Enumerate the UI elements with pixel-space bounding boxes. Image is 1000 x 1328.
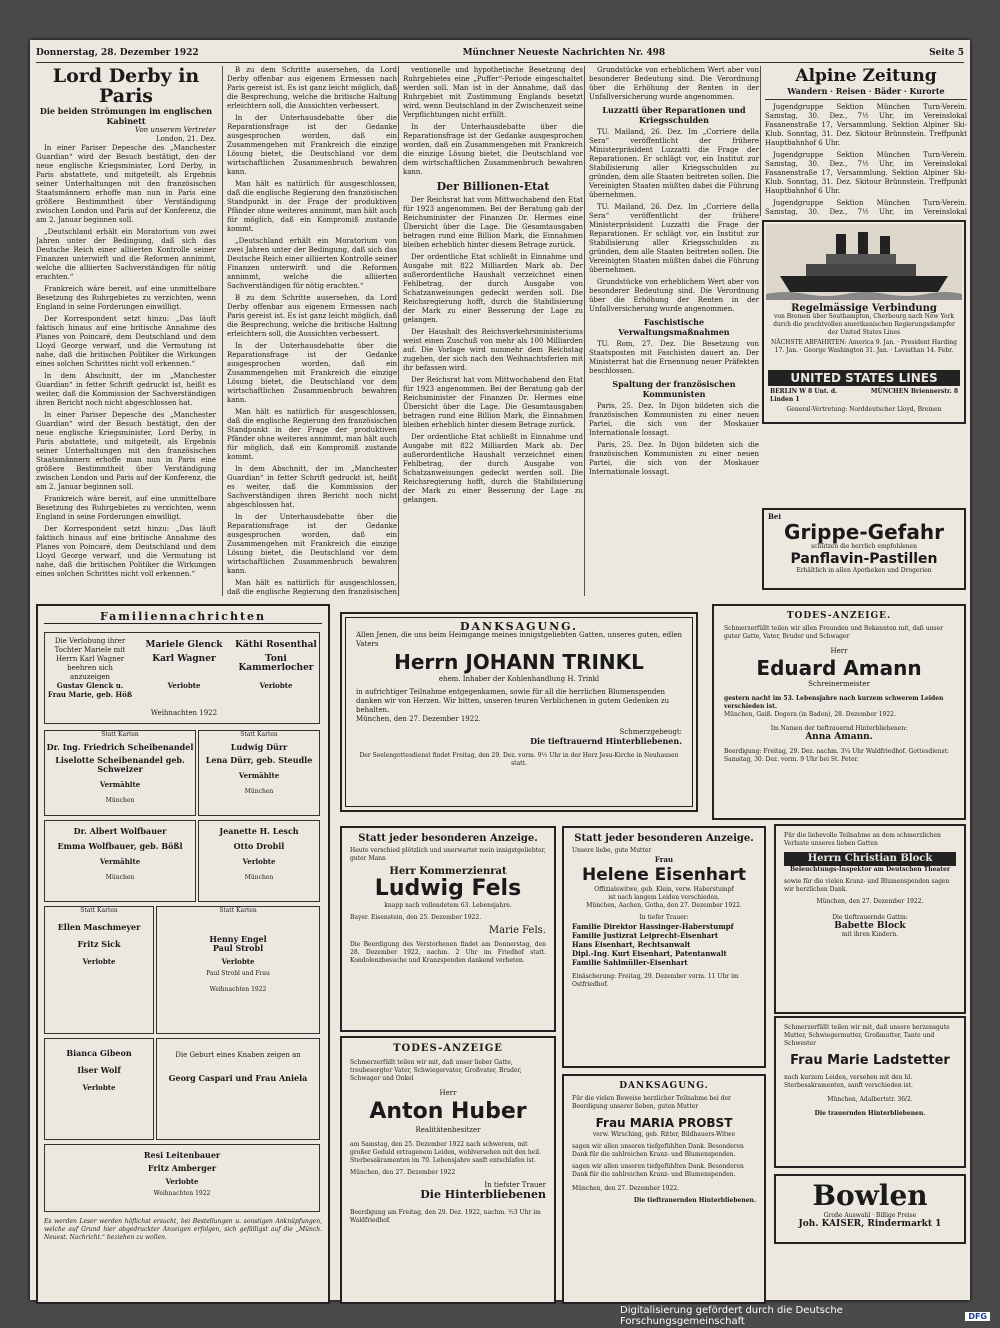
paragraph: Frankreich wäre bereit, auf eine unmittelbare Besetzung des Ruhrgebietes zu verzichten, wenn England in seine Forderungen einwilligt. (36, 285, 216, 311)
article-derby-cont (222, 66, 397, 596)
notice-footer: Beerdigung: Freitag, 29. Dez. nachm. 3¼ Uhr Waldfriedhof. Gottesdienst: Samstag, 30. Dez. vorm. 9 Uhr bei St. Peter. (724, 748, 950, 763)
article-subtitle: Die beiden Strömungen im englischen Kabinett (39, 106, 213, 126)
grippe-ad (762, 508, 966, 590)
notice-sig: Die tieftrauernden Hinterbliebenen. (633, 1197, 756, 1204)
notice-trinkl (340, 612, 698, 812)
section-title: Luzzatti über Reparationen und Kriegsschulden (602, 105, 746, 125)
notice-name: Liselotte Scheibenandel geb. Schweizer (55, 755, 185, 774)
notice-name: Ludwig Fels (374, 876, 522, 901)
header-paper: Münchner Neueste Nachrichten Nr. 498 (462, 48, 666, 58)
paragraph: Man hält es natürlich für ausgeschlossen, daß die englische Regierung den französischen Standpunkt in der Frage der produktiven Pfänder ohne weiteres annimmt, man hält auch für möglich, daß ein Kompromiß zustande kommt. (227, 180, 397, 233)
notice-role: Schreinermeister (808, 680, 870, 688)
alpine-subtitle: Wandern · Reisen · Bäder · Kurorte (787, 86, 945, 96)
notice-date: München, den 27. Dezember 1922. (572, 1185, 680, 1192)
notice-wolfbauer (44, 820, 196, 902)
notice-name: Ellen Maschmeyer (57, 922, 141, 932)
notice-huber (340, 1036, 556, 1304)
notice-role: verw. Wirsching, geb. Ritter, Bildhauers-Witwe (592, 1131, 736, 1138)
notice-leitenbauer (44, 1144, 320, 1212)
bowlen-text: Große Auswahl · Billige Preise (823, 1212, 917, 1219)
paragraph: Der ordentliche Etat schließt in Einnahme und Ausgabe mit 822 Milliarden Mark ab. Der außerordentliche Haushalt verzeichnet einen Fehlbetrag, der durch Ausgabe von Schatzanweisungen gedeckt werden soll. Die Reichsregierung hofft, durch die Stabilisierung der Mark zu einer Besserung der Lage zu gelangen. (403, 433, 583, 504)
notice-name: Herrn JOHANN TRINKL (394, 650, 644, 674)
notice-sig: Schmerzgebeugt: (619, 728, 682, 736)
dfg-logo: DFG (965, 1312, 990, 1321)
reader-note: Es werden Leser werden höflichst ersucht, bei Bestellungen u. sonstigen Anknüpfungen, welche auf Grund hier abgedruckter Anzeigen erfolgen, sich gefälligst auf die „Münch. Neuest. Nachricht.“ beziehen zu wollen. (44, 1218, 322, 1241)
notice-sig: Die Hinterbliebenen (420, 1188, 546, 1201)
paragraph: TU. Mailand, 26. Dez. Im „Corriere della Sera“ veröffentlicht der frühere Ministerpräsident Luzzatti die Frage der Reparationen. Er schlägt vor, ein Institut zur Stabilisierung aller Kriegsschulden zu gründen, dem alle Staaten beitreten sollen. Die Vereinigten Staaten müßten dabei die Führung übernehmen. (589, 128, 759, 199)
notice-status: Vermählte (238, 771, 280, 780)
notice-name: Ludwig Dürr (230, 742, 288, 752)
notice-role: Beleuchtungs-Inspektor am Deutschen Theater (789, 866, 951, 873)
statt-karten: Statt Karten (219, 907, 257, 914)
ship-ad-munich: MÜNCHEN Briennerstr. 8 (870, 388, 958, 395)
notice-heading: TODES-ANZEIGE. (786, 611, 892, 621)
notice-herr: Herr (830, 647, 848, 655)
paragraph: In einer Pariser Depesche des „Manchester Guardian“ wird der Besuch bestätigt, den der neue englische Kriegsminister, Lord Derby, in Paris abstattete, und mitgeteilt, als Ergebnis seiner Unterhaltungen mit den französischen Staatsmännern erhoffe man nun in Paris eine größere Bestimmtheit über Verständigung zwischen London und Paris auf der Konferenz, die am 2. Januar beginnen soll. (36, 411, 216, 491)
notice-name: Frau Marie Ladstetter (790, 1053, 950, 1068)
notice-name: Georg Caspari und Frau Aniela (168, 1073, 308, 1083)
ship-ad-dates: NÄCHSTE ABFAHRTEN: America 9. Jan. · President Harding 17. Jan. · George Washington 31. Jan. · Leviathan 14. Febr. (771, 339, 957, 354)
ship-ad-brand: UNITED STATES LINES (768, 370, 960, 386)
paragraph: Jugendgruppe Sektion München Turn-Verein. Samstag, 30. Dez., 7½ Uhr, im Vereinslokal Fasanenstraße 17, Versammlung. Sektion Alpiner Ski-Klub. Sonntag, 31. Dez. Skitour Brünnstein. Treffpunkt Hauptbahnhof 6 Uhr. (765, 103, 967, 147)
notice-family: Familie Direktor Hassinger-Haberstumpf (572, 922, 734, 931)
notice-engel-strobl (156, 906, 320, 1034)
notice-date: Weihnachten 1922 (153, 1190, 211, 1197)
notice-text: Für die vielen Beweise herzlicher Teilnahme bei der Beerdigung unserer lieben, guten Mutter (572, 1095, 731, 1110)
paragraph: In der Unterhausdebatte über die Reparationsfrage ist der Gedanke ausgesprochen worden, daß ein Zusammengehen mit Frankreich die einzige Lösung bietet, die Deutschland vor dem wirtschaftlichen Zusammenbruch bewahren kann. (227, 114, 397, 176)
notice-text: gestern nacht im 53. Lebensjahre nach kurzem schwerem Leiden verschieden ist. (724, 695, 944, 710)
notice-role: Offizialswitwe, geb. Klein, verw. Haberstumpf (594, 886, 734, 893)
notice-sig: Marie Fels. (488, 925, 546, 936)
paragraph: „Deutschland erhält ein Moratorium von zwei Jahren unter der Bedingung, daß sich das Deutsche Reich einer alliierten Kontrolle seiner Finanzen unterwirft und die Reformen annimmt, welche die alliierten Sachverständigen für nötig erachten.“ (36, 228, 216, 281)
notice-name: Dr. Ing. Friedrich Scheibenandel (46, 742, 194, 752)
article-title: Lord Derby in Paris (52, 66, 200, 107)
notice-text: sagen wir allen unseren tiefgefühlten Dank. Besonderen Dank für die zahlreichen Kranz- und Blumenspenden. (572, 1143, 744, 1158)
notice-herr: Herr (439, 1089, 457, 1097)
notice-role: Realitätenbesitzer (415, 1126, 481, 1134)
notice-parents: Gustav Glenck u. Frau Marie, geb. Höß (47, 681, 133, 699)
ship-ad-text: von Bremen über Southampton, Cherbourg nach New York durch die prachtvollen amerikanischen Regierungsdampfer der United States Lines (773, 313, 955, 336)
notice-gibeon (44, 1038, 154, 1140)
grippe-mid: schützen die herrlich empfohlenen (811, 543, 917, 550)
paragraph: In dem Abschnitt, der im „Manchester Guardian“ in fetter Schrift gedruckt ist, heißt es weiter, daß die Kommission der Sachverständigen ihren Bericht noch nicht abgeschlossen hat. (227, 465, 397, 509)
bowlen-shop: Joh. KAISER, Rindermarkt 1 (798, 1219, 942, 1229)
paragraph: Paris, 25. Dez. In Dijon bildeten sich die französischen Kommunisten zu einer neuen Partei, die sich von der Moskauer Internationale lossagt. (589, 441, 759, 476)
notice-footer: Beerdigung am Freitag, den 29. Dez. 1922, nachm. ½3 Uhr im Waldfriedhof. (350, 1209, 541, 1224)
notice-status: Verlobte (82, 1083, 116, 1092)
notice-lesch (198, 820, 320, 902)
notice-status: Verlobte (165, 1177, 199, 1186)
notice-family: Familie Justizrat Leiprecht-Eisenhart (572, 931, 719, 940)
notice-place: München (244, 788, 274, 795)
notice-text: Allen Jenen, die uns beim Heimgange meines innigstgeliebten Gatten, unseres guten, edlen Vaters (356, 631, 682, 648)
notice-name: Frau MARIA PROBST (595, 1116, 733, 1130)
header-date: Donnerstag, 28. Dezember 1922 (36, 48, 199, 58)
notice-text: Für die liebevolle Teilnahme an dem schmerzlichen Verluste unseres lieben Gatten (784, 832, 941, 847)
notice-caspari (156, 1038, 320, 1140)
paragraph: B zu dem Schritte ausersehen, da Lord Derby offenbar aus eigenem Ermessen nach Paris gereist ist. Es ist ganz leicht möglich, daß die Besprechung, welche die britische Haltung erleichtern soll, die Aussichten verbessert. (227, 294, 397, 338)
header-page: Seite 5 (929, 48, 964, 58)
notice-name: Fritz Sick (77, 939, 121, 949)
alpine-zeitung (760, 66, 967, 216)
notice-date: München, Gaiß. Dogern (in Baden), 28. Dezember 1922. (724, 711, 896, 718)
footer-text: Digitalisierung gefördert durch die Deutsche Forschungsgemeinschaft (620, 1305, 843, 1327)
article-derby (36, 66, 216, 596)
paragraph: Der ordentliche Etat schließt in Einnahme und Ausgabe mit 822 Milliarden Mark ab. Der außerordentliche Haushalt verzeichnet einen Fehlbetrag, der durch Ausgabe von Schatzanweisungen gedeckt werden soll. Die Reichsregierung hofft, durch die Stabilisierung der Mark zu einer Besserung der Lage zu gelangen. (403, 253, 583, 324)
notice-status: Verlobte (242, 857, 276, 866)
notice-date: München, Adalbertstr. 36/2. (827, 1096, 913, 1103)
digitization-footer (620, 1305, 990, 1327)
notice-footer: Einäscherung: Freitag, 29. Dezember vorm. 11 Uhr im Ostfriedhof. (572, 973, 739, 988)
paragraph: TU. Rom, 27. Dez. Die Besetzung von Staatsposten mit Faschisten dauert an. Der Ministerrat hat die Ernennung neuer Präfekten beschlossen. (589, 340, 759, 375)
paragraph: Der Haushalt des Reichsverkehrsministeriums weist einen Zuschuß von mehr als 100 Milliarden auf. Die Vorlage wird nunmehr dem Reichstag zugehen, der sich nach den Weihnachtsferien mit ihr befassen wird. (403, 328, 583, 372)
notice-date: München, den 27. Dezember 1922 (350, 1169, 456, 1176)
notice-status: Verlobte (259, 681, 293, 690)
paragraph: Paris, 25. Dez. In Dijon bildeten sich die französischen Kommunisten zu einer neuen Partei, die sich von der Moskauer Internationale lossagt. (589, 402, 759, 437)
notice-name: Ilser Wolf (77, 1065, 121, 1075)
notice-name: Lena Dürr, geb. Steudle (205, 755, 313, 765)
paragraph: Der Reichsrat hat vom Mittwochabend den Etat für 1923 angenommen. Bei der Beratung gab der Reichsminister der Finanzen Dr. Hermes eine Übersicht über die Lage. Die Gesamtausgaben betragen rund eine Billion Mark, die Einnahmen bleiben erheblich hinter diesem Betrage zurück. (403, 196, 583, 249)
paragraph: B zu dem Schritte ausersehen, da Lord Derby offenbar aus eigenem Ermessen nach Paris gereist ist. Es ist ganz leicht möglich, daß die Besprechung, welche die britische Haltung erleichtern soll, die Aussichten verbessert. (227, 66, 397, 110)
notice-sig: Die tieftrauernd Hinterbliebenen. (530, 736, 682, 746)
notice-heading: Statt jeder besonderen Anzeige. (574, 833, 754, 844)
notice-heading: Statt jeder besonderen Anzeige. (358, 833, 538, 844)
paragraph: Der Korrespondent setzt hinzu: „Das läuft faktisch hinaus auf eine britische Annahme des Planes von Poincaré, dem Deutschland und dem Lloyd George verwarf, und die Vermutung ist nahe, daß die britischen Politiker die Wirkungen eines solchen Schrittes nicht voll erkennen.“ (36, 525, 216, 578)
ship-ad-title: Regelmässige Verbindung (791, 303, 937, 314)
notice-name: Emma Wolfbauer, geb. Bößl (57, 841, 183, 851)
notice-sig: In tiefer Trauer: (639, 914, 689, 921)
paragraph: ventionelle und hypothetische Besetzung des Ruhrgebietes eine „Puffer“-Periode eingeschaltet werden soll. Man ist in der Annahme, daß das Ruhrgebiet mit Zustimmung Englands besetzt wird, wenn Deutschland in der Zwischenzeit seine Verpflichtungen nicht erfüllt. (403, 66, 583, 119)
statt-karten: Statt Karten (240, 731, 278, 738)
notice-family: Familie Sahlmüller-Eisenhart (572, 958, 688, 967)
notice-date: Weihnachten 1922 (209, 986, 267, 993)
notice-name: Anton Huber (369, 1099, 527, 1124)
statt-karten: Statt Karten (101, 731, 139, 738)
notice-sig: mit ihren Kindern. (841, 931, 899, 938)
notice-heading: DANKSAGUNG. (459, 620, 579, 633)
notice-sig: In tiefster Trauer (484, 1181, 546, 1189)
paragraph: Man hält es natürlich für ausgeschlossen, daß die englische Regierung den französischen Standpunkt in der Frage der produktiven Pfänder ohne weiteres annimmt, man hält auch für möglich, daß ein Kompromiß zustande kommt. (227, 408, 397, 461)
paragraph: In der Unterhausdebatte über die Reparationsfrage ist der Gedanke ausgesprochen worden, daß ein Zusammengehen mit Frankreich die einzige Lösung bietet, die Deutschland vor dem wirtschaftlichen Zusammenbruch bewahren kann. (403, 123, 583, 176)
alpine-title: Alpine Zeitung (795, 66, 937, 86)
notice-sig: Babette Block (834, 921, 906, 931)
notice-name: Jeanette H. Lesch (219, 826, 299, 836)
paragraph: Grundstücke von erheblichem Wert aber von besonderer Bedeutung sind. Die Verordnung über die Erhöhung der Renten in der Unfallversicherung wurde angenommen. (589, 66, 759, 101)
notice-block (774, 824, 966, 1014)
bowlen-ad (774, 1174, 966, 1244)
notice-duerr (198, 730, 320, 816)
notice-name: Helene Eisenhart (582, 865, 746, 885)
notice-text: Schmerzerfüllt teilen wir mit, daß unsere herzensgute Mutter, Schwiegermutter, Großmutter, Tante und Schwester (784, 1024, 950, 1047)
notice-frau: Frau (654, 855, 674, 864)
grippe-pre: Bei (768, 512, 782, 521)
notice-text: Die Verlobung ihrer Tochter Mariele mit Herrn Karl Wagner beehren sich anzuzeigen (54, 637, 126, 681)
notice-text: Die Geburt eines Knaben zeigen an (175, 1051, 301, 1059)
paragraph: TU. Mailand, 26. Dez. Im „Corriere della Sera“ veröffentlicht der frühere Ministerpräsident Luzzatti die Frage der Reparationen. Er schlägt vor, ein Institut zur Stabilisierung aller Kriegsschulden zu gründen, dem alle Staaten beitreten sollen. Die Vereinigten Staaten müßten dabei die Führung übernehmen. (589, 203, 759, 274)
notice-family: Dipl.-Ing. Kurt Eisenhart, Patentanwalt (572, 949, 727, 958)
notice-scheibenandel (44, 730, 196, 816)
notice-pre: Herr Kommerzienrat (389, 866, 507, 877)
notice-date: Weihnachten 1922 (150, 709, 218, 717)
notice-name: Mariele Glenck (145, 640, 223, 650)
article-luzzatti (584, 66, 759, 596)
bowlen-title: Bowlen (812, 1179, 928, 1212)
notice-text: Unsere liebe, gute Mutter (572, 847, 652, 854)
notice-place: München (244, 874, 274, 881)
paragraph: Jugendgruppe Sektion München Turn-Verein. Samstag, 30. Dez., 7½ Uhr, im Vereinslokal Fasanenstraße 17, Versammlung. Sektion Alpiner Ski-Klub. Sonntag, 31. Dez. Skitour Brünnstein. Treffpunkt Hauptbahnhof 6 Uhr. (765, 151, 967, 195)
section-title: Spaltung der französischen Kommunisten (612, 379, 736, 399)
notice-sig: Die tieftrauernde Gattin: (832, 914, 908, 921)
notice-text: Heute verschied plötzlich und unerwartet mein innigstgeliebter, guter Mann (350, 847, 546, 862)
family-notices (36, 604, 330, 1304)
statt-karten: Statt Karten (80, 907, 118, 914)
notice-name: Henny Engel (209, 934, 267, 944)
notice-eisenhart (562, 826, 766, 1068)
notice-name: Bianca Gibeon (66, 1048, 132, 1058)
notice-status: Verlobte (82, 957, 116, 966)
notice-date: München, Aachen, Gotha, den 27. Dezember 1922. (586, 902, 742, 909)
notice-name: Dr. Albert Wolfbauer (73, 826, 167, 836)
notice-status: Vermählte (99, 857, 141, 866)
notice-name: Karl Wagner (152, 654, 216, 664)
notice-sig: Die trauernden Hinterbliebenen. (814, 1110, 926, 1117)
ship-line-ad (762, 220, 966, 424)
notice-date: München, den 27. Dezember 1922. (356, 715, 481, 723)
page-header (36, 48, 964, 63)
notice-text: Schmerzerfüllt teilen wir allen Freunden und Bekannten mit, daß unser guter Gatte, Vater, Bruder und Schwager (724, 625, 943, 640)
paragraph: Man hält es natürlich für ausgeschlossen, daß die englische Regierung den französischen (227, 579, 397, 596)
paragraph: In der Unterhausdebatte über die Reparationsfrage ist der Gedanke ausgesprochen worden, daß ein Zusammengehen mit Frankreich die einzige Lösung bietet, die Deutschland vor dem wirtschaftlichen Zusammenbruch bewahren kann. (227, 342, 397, 404)
notice-wagner (44, 632, 320, 724)
paragraph: In einer Pariser Depesche des „Manchester Guardian“ wird der Besuch bestätigt, den der neue englische Kriegsminister, Lord Derby, in Paris abstattete, und mitgeteilt, als Ergebnis seiner Unterhaltungen mit den französischen Staatsmännern erhoffe man nun in Paris eine größere Bestimmtheit über Verständigung zwischen London und Paris auf der Konferenz, die am 2. Januar beginnen soll. (36, 144, 216, 224)
notice-footer: Die Beerdigung des Verstorbenen findet am Donnerstag, den 28. Dezember 1922, nachm. 2 Uhr im Friedhof statt. Kondolenzbesuche und Kranzspenden dankend verbeten. (350, 941, 546, 964)
notice-ladstetter (774, 1016, 966, 1168)
notice-heading: TODES-ANZEIGE (393, 1043, 503, 1054)
notice-fels (340, 826, 556, 1032)
notice-name: Eduard Amann (756, 656, 922, 680)
paragraph: Grundstücke von erheblichem Wert aber von besonderer Bedeutung sind. Die Verordnung über die Erhöhung der Renten in der Unfallversicherung wurde angenommen. (589, 278, 759, 313)
notice-text: Schmerzerfüllt teilen wir mit, daß unser lieber Gatte, treubesorgter Vater, Schwiegervater, Großvater, Bruder, Schwager und Onkel (350, 1059, 522, 1082)
notice-text: sowie für die vielen Kranz- und Blumenspenden sagen wir herzlichen Dank. (784, 878, 950, 893)
notice-text: nach kurzem Leiden, versehen mit den hl. Sterbesakramenten, sanft verschieden ist. (784, 1074, 913, 1089)
byline: Von unserem Vertreter (135, 126, 216, 134)
notice-status: Vermählte (99, 780, 141, 789)
paragraph: Der Korrespondent setzt hinzu: „Das läuft faktisch hinaus auf eine britische Annahme des Planes von Poincaré, dem Deutschland und dem Lloyd George verwarf, und die Vermutung ist nahe, daß die britischen Politiker die Wirkungen eines solchen Schrittes nicht voll erkennen.“ (36, 315, 216, 368)
notice-heading: DANKSAGUNG. (619, 1081, 709, 1091)
notice-sig: Im Namen der tieftrauernd Hinterbliebenen: (770, 725, 908, 732)
notice-date: Bayer. Eisenstein, den 25. Dezember 1922. (350, 914, 482, 921)
notice-date: München, den 27. Dezember 1922. (816, 898, 924, 905)
grippe-product: Panflavin-Pastillen (790, 551, 938, 567)
ship-ad-berlin: BERLIN W 8 Unt. d. Linden 1 (770, 388, 838, 403)
dateline: London, 21. Dez. (155, 135, 216, 143)
notice-family: Hans Eisenhart, Rechtsanwalt (572, 940, 691, 949)
article-etat (398, 66, 583, 596)
paragraph: Jugendgruppe Sektion München Turn-Verein. Samstag, 30. Dez., 7½ Uhr, im Vereinslokal (765, 199, 967, 216)
notice-sig: Anna Amann. (805, 732, 873, 742)
notice-place: München (105, 874, 135, 881)
notice-text: knapp nach vollendetem 63. Lebensjahre. (384, 902, 512, 909)
notice-amann (712, 604, 966, 820)
article-title: Der Billionen-Etat (436, 180, 550, 193)
notice-text: sagen wir allen unseren tiefgefühlten Dank. Besonderen Dank für die zahlreichen Kranz- und Blumenspenden. (572, 1163, 744, 1178)
notice-text: in aufrichtiger Teilnahme entgegenkamen, sowie für all die herrlichen Blumenspenden danken wir von Herzen. Wir bitten, unseren teuren Verblichenen in gutem Gedenken zu behalten. (356, 688, 670, 714)
notice-name: Toni Kammerlocher (238, 654, 314, 673)
paragraph: „Deutschland erhält ein Moratorium von zwei Jahren unter der Bedingung, daß sich das Deutsche Reich einer alliierten Kontrolle seiner Finanzen unterwirft und die Reformen annimmt, welche die alliierten Sachverständigen für nötig erachten.“ (227, 237, 397, 290)
section-title: Faschistische Verwaltungsmaßnahmen (618, 317, 730, 337)
family-title: Familiennachrichten (44, 610, 322, 624)
paragraph: In der Unterhausdebatte über die Reparationsfrage ist der Gedanke ausgesprochen worden, daß ein Zusammengehen mit Frankreich die einzige Lösung bietet, die Deutschland vor dem wirtschaftlichen Zusammenbruch bewahren kann. (227, 513, 397, 575)
ship-ad-agent: General-Vertretung: Norddeutscher Lloyd, Bremen (786, 406, 942, 413)
notice-role: ehem. Inhaber der Kohlenhandlung H. Trinkl (438, 675, 600, 683)
notice-parents: Paul Strobl und Frau (206, 970, 270, 977)
notice-name: Resi Leitenbauer (143, 1150, 221, 1160)
notice-text: ist nach langem Leiden verschieden. (608, 894, 720, 901)
grippe-note: Erhältlich in allen Apotheken und Drogerien (796, 567, 932, 574)
paragraph: Der Reichsrat hat vom Mittwochabend den Etat für 1923 angenommen. Bei der Beratung gab der Reichsminister der Finanzen Dr. Hermes eine Übersicht über die Lage. Die Gesamtausgaben betragen rund eine Billion Mark, die Einnahmen bleiben erheblich hinter diesem Betrage zurück. (403, 376, 583, 429)
notice-name: Käthi Rosenthal (235, 640, 317, 650)
notice-status: Verlobte (221, 957, 255, 966)
notice-status: Verlobte (167, 681, 201, 690)
notice-probst (562, 1074, 766, 1304)
grippe-title: Grippe-Gefahr (784, 520, 944, 544)
notice-text: am Samstag, den 25. Dezember 1922 nach schwerem, mit großer Geduld ertragenem Leiden, wohlversehen mit den heil. Sterbesakramenten im 70. Lebensjahre sanft entschlafen ist. (350, 1141, 541, 1164)
notice-name: Herrn Christian Block (784, 852, 956, 866)
notice-name: Paul Strobl (212, 943, 264, 953)
notice-name: Fritz Amberger (147, 1163, 217, 1173)
notice-name: Otto Drobil (233, 841, 285, 851)
steamship-icon (766, 224, 962, 300)
notice-maschmeyer (44, 906, 154, 1034)
notice-footer: Der Seelengottesdienst findet Freitag, den 29. Dez. vorm. 9½ Uhr in der Herz Jesu-Kirche in Neuhausen statt. (359, 752, 679, 767)
paragraph: In dem Abschnitt, der im „Manchester Guardian“ in fetter Schrift gedruckt ist, heißt es weiter, daß die Kommission der Sachverständigen ihren Bericht noch nicht abgeschlossen hat. (36, 372, 216, 407)
paragraph: Frankreich wäre bereit, auf eine unmittelbare Besetzung des Ruhrgebietes zu verzichten, wenn England in seine Forderungen einwilligt. (36, 495, 216, 521)
notice-place: München (105, 797, 135, 804)
